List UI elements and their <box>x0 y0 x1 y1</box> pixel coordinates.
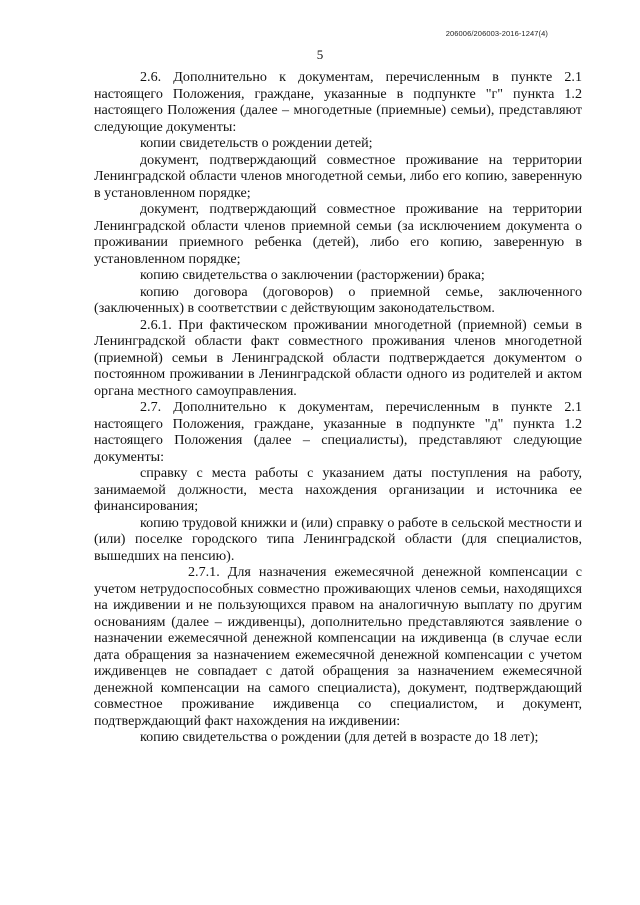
list-item-foster-family-residence: документ, подтверждающий совместное проживание на территории Ленинградской области членов приемной семьи (за исключением документа о проживании приемного ребенка (детей), либо его копию, заверенную в установленном порядке; <box>94 201 582 267</box>
page-number: 5 <box>316 47 324 62</box>
list-item-marriage-certificate: копию свидетельства о заключении (расторжении) брака; <box>140 267 485 283</box>
paragraph-2-7: 2.7. Дополнительно к документам, перечисленным в пункте 2.1 настоящего Положения, граждане, указанные в подпункте "д" пункта 1.2 настоящего Положения (далее – специалисты), представляют следующие документы: <box>94 399 582 465</box>
list-item-foster-contract: копию договора (договоров) о приемной семье, заключенного (заключенных) в соответствии с действующим законодательством. <box>94 283 582 316</box>
list-item-birth-certificates: копии свидетельств о рождении детей; <box>140 135 373 151</box>
paragraph-2-7-1: 2.7.1. Для назначения ежемесячной денежной компенсации с учетом нетрудоспособных совместно проживающих членов семьи, находящихся на иждивении и не пользующихся правом на аналогичную выплату по другим основаниям (далее – иждивенцы), дополнительно представляются заявление о назначении ежемесячной денежной компенсации на иждивенца (в случае если дата обращения за назначением ежемесячной денежной компенсации с учетом иждивенцев не совпадает с датой обращения за назначением ежемесячной денежной компенсации на самого специалиста), документ, подтверждающий совместное проживание иждивенца со специалистом, и документ, подтверждающий факт нахождения на иждивении: <box>94 564 582 729</box>
paragraph-2-6-1: 2.6.1. При фактическом проживании многодетной (приемной) семьи в Ленинградской области факт совместного проживания членов многодетной (приемной) семьи в Ленинградской области подтверждается документом о постоянном проживании в Ленинградской области одного из родителей и актом органа местного самоуправления. <box>94 316 582 399</box>
list-item-employment-reference: справку с места работы с указанием даты поступления на работу, занимаемой должности, места нахождения организации и источника ее финансирования; <box>94 465 582 514</box>
document-body <box>94 69 582 746</box>
list-item-work-record: копию трудовой книжки и (или) справку о работе в сельской местности и (или) поселке городского типа Ленинградской области (для специалистов, вышедших на пенсию). <box>94 514 582 564</box>
paragraph-2-6: 2.6. Дополнительно к документам, перечисленным в пункте 2.1 настоящего Положения, граждане, указанные в подпункте "г" пункта 1.2 настоящего Положения (далее – многодетные (приемные) семьи), представляют следующие документы: <box>94 69 582 135</box>
document-id: 206006/206003-2016-1247(4) <box>445 29 548 38</box>
list-item-child-birth-certificate: копию свидетельства о рождении (для детей в возрасте до 18 лет); <box>140 729 539 745</box>
list-item-large-family-residence: документ, подтверждающий совместное проживание на территории Ленинградской области членов многодетной семьи, либо его копию, заверенную в установленном порядке; <box>94 151 582 201</box>
